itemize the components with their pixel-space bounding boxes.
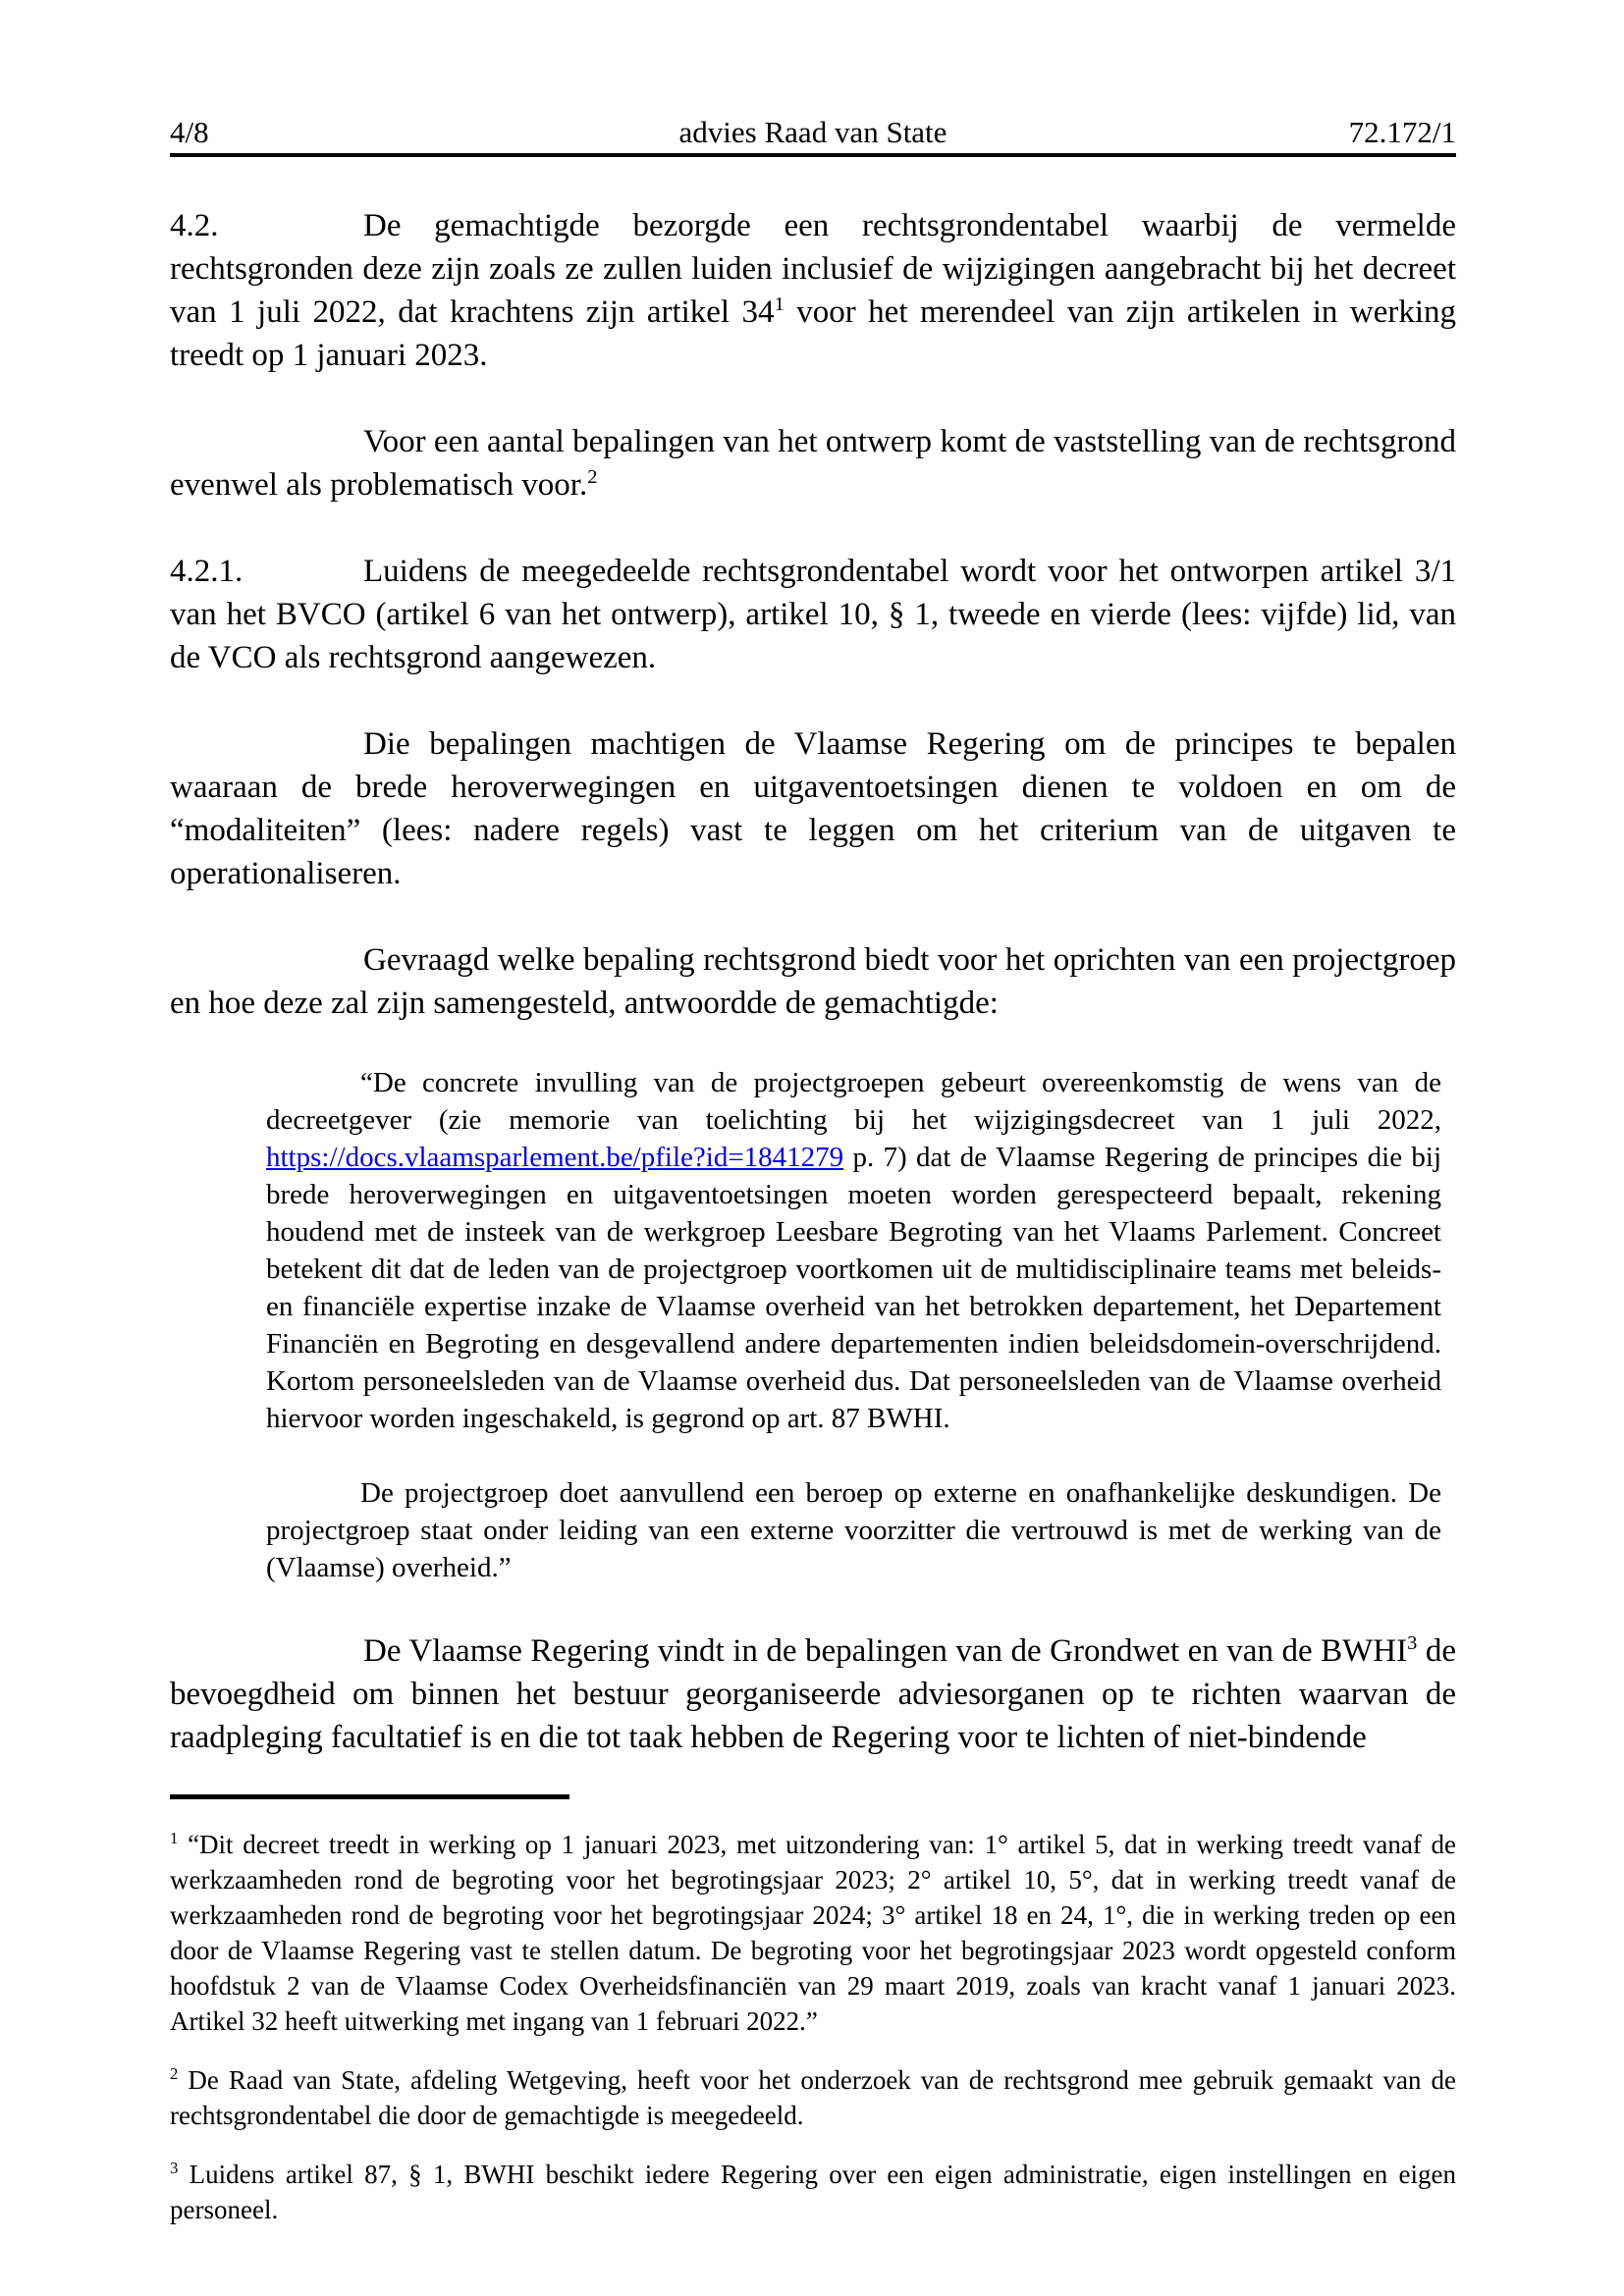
footnote-3 <box>170 2157 1456 2227</box>
quoted-answer-block <box>266 1064 1441 1586</box>
quote-paragraph-1-text-cont: p. 7) dat de Vlaamse Regering de principes die bij brede heroverwegingen en uitgaventoetsingen moeten worden gerespecteerd bepaalt, rekening houdend met de insteek van de werkgroep Leesbare Begroting van het Vlaams Parlement. Concreet betekent dit dat de leden van de projectgroep voortkomen uit de multidisciplinaire teams met beleids- en financiële expertise inzake de Vlaamse overheid van het betrokken departement, het Departement Financiën en Begroting en desgevallend andere departementen indien beleidsdomein-overschrijdend. Kortom personeelsleden van de Vlaamse overheid dus. Dat personeelsleden van de Vlaamse overheid hiervoor worden ingeschakeld, is gegrond op art. 87 BWHI. <box>266 1142 1441 1434</box>
page-header <box>170 114 1456 157</box>
paragraph-voor-text: Voor een aantal bepalingen van het ontwerp komt de vaststelling van de rechtsgrond evenwel als problematisch voor. <box>170 424 1456 503</box>
paragraph-gevraagd-text: Gevraagd welke bepaling rechtsgrond biedt voor het oprichten van een projectgroep en hoe deze zal zijn samengesteld, antwoordde de gemachtigde: <box>170 942 1456 1021</box>
paragraph-grondwet-text-cont: de bevoegdheid om binnen het bestuur georganiseerde adviesorganen op te richten waarvan de raadpleging facultatief is en die tot taak hebben de Regering voor te lichten of niet-bindende <box>170 1633 1456 1755</box>
footnotes-section <box>170 1794 1456 2227</box>
paragraph-4-2-text: De gemachtigde bezorgde een rechtsgrondentabel waarbij de vermelde rechtsgronden deze zijn zoals ze zullen luiden inclusief de wijzigingen aangebracht bij het decreet van 1 juli 2022, dat krachtens zijn artikel 34 <box>170 208 1456 330</box>
footnote-2-marker: 2 <box>170 2064 179 2083</box>
header-doc-number: 72.172/1 <box>1348 115 1456 149</box>
paragraph-4-2-1-text: Luidens de meegedeelde rechtsgrondentabel wordt voor het ontworpen artikel 3/1 van het BVCO (artikel 6 van het ontwerp), artikel 10, § 1, tweede en vierde (lees: vijfde) lid, van de VCO als rechtsgrond aangewezen. <box>170 554 1456 675</box>
paragraph-die-bepalingen-text: Die bepalingen machtigen de Vlaamse Regering om de principes te bepalen waaraan de brede heroverwegingen en uitgaventoetsingen dienen te voldoen en om de “modaliteiten” (lees: nadere regels) vast te leggen om het criterium van de uitgaven te operationaliseren. <box>170 726 1456 891</box>
paragraph-grondwet <box>170 1629 1456 1759</box>
header-title: advies Raad van State <box>678 115 947 149</box>
paragraph-4-2-text-cont: voor het merendeel van zijn artikelen in werking treedt op 1 januari 2023. <box>170 294 1456 373</box>
section-number-4-2-1: 4.2.1. <box>170 554 244 589</box>
paragraph-voor <box>170 420 1456 507</box>
footnote-1-text: “Dit decreet treedt in werking op 1 januari 2023, met uitzondering van: 1° artikel 5, dat in werking treedt vanaf de werkzaamheden rond de begroting voor het begrotingsjaar 2023; 2° artikel 10, 5°, dat in werking treedt vanaf de werkzaamheden rond de begroting voor het begrotingsjaar 2024; 3° artikel 18 en 24, 1°, die in werking treden op een door de Vlaamse Regering vast te stellen datum. De begroting voor het begrotingsjaar 2023 wordt opgesteld conform hoofdstuk 2 van de Vlaamse Codex Overheidsfinanciën van 29 maart 2019, zoals van kracht vanaf 1 januari 2023. Artikel 32 heeft uitwerking met ingang van 1 februari 2022.” <box>170 1830 1456 2036</box>
footnote-ref-1: 1 <box>774 294 785 315</box>
footnote-1-marker: 1 <box>170 1829 179 1847</box>
quote-paragraph-2 <box>266 1474 1441 1586</box>
footnote-1 <box>170 1827 1456 2039</box>
header-page-number: 4/8 <box>170 115 209 149</box>
footnote-separator-rule <box>170 1794 569 1799</box>
quote-paragraph-1 <box>266 1064 1441 1437</box>
paragraph-die-bepalingen <box>170 722 1456 895</box>
footnote-3-marker: 3 <box>170 2159 179 2177</box>
paragraph-4-2-1 <box>170 550 1456 679</box>
footnote-2-text: De Raad van State, afdeling Wetgeving, heeft voor het onderzoek van de rechtsgrond mee gebruik gemaakt van de rechtsgrondentabel die door de gemachtigde is meegedeeld. <box>170 2065 1456 2130</box>
quote-paragraph-2-text: De projectgroep doet aanvullend een beroep op externe en onafhankelijke deskundigen. De projectgroep staat onder leiding van een externe voorzitter die vertrouwd is met de werking van de (Vlaamse) overheid.” <box>266 1477 1441 1583</box>
footnote-ref-3: 3 <box>1407 1632 1418 1654</box>
quote-paragraph-1-text: “De concrete invulling van de projectgroepen gebeurt overeenkomstig de wens van de decreetgever (zie memorie van toelichting bij het wijzigingsdecreet van 1 juli 2022, <box>266 1067 1441 1136</box>
footnote-3-text: Luidens artikel 87, § 1, BWHI beschikt iedere Regering over een eigen administratie, eigen instellingen en eigen personeel. <box>170 2160 1456 2224</box>
paragraph-gevraagd <box>170 938 1456 1025</box>
paragraph-grondwet-text: De Vlaamse Regering vindt in de bepalingen van de Grondwet en van de BWHI <box>363 1633 1408 1669</box>
vlaamsparlement-hyperlink[interactable]: https://docs.vlaamsparlement.be/pfile?id=1841279 <box>266 1142 844 1173</box>
section-number-4-2: 4.2. <box>170 208 219 243</box>
footnote-2 <box>170 2062 1456 2133</box>
paragraph-4-2 <box>170 204 1456 377</box>
document-body <box>170 204 1456 1759</box>
footnote-ref-2: 2 <box>587 466 598 488</box>
